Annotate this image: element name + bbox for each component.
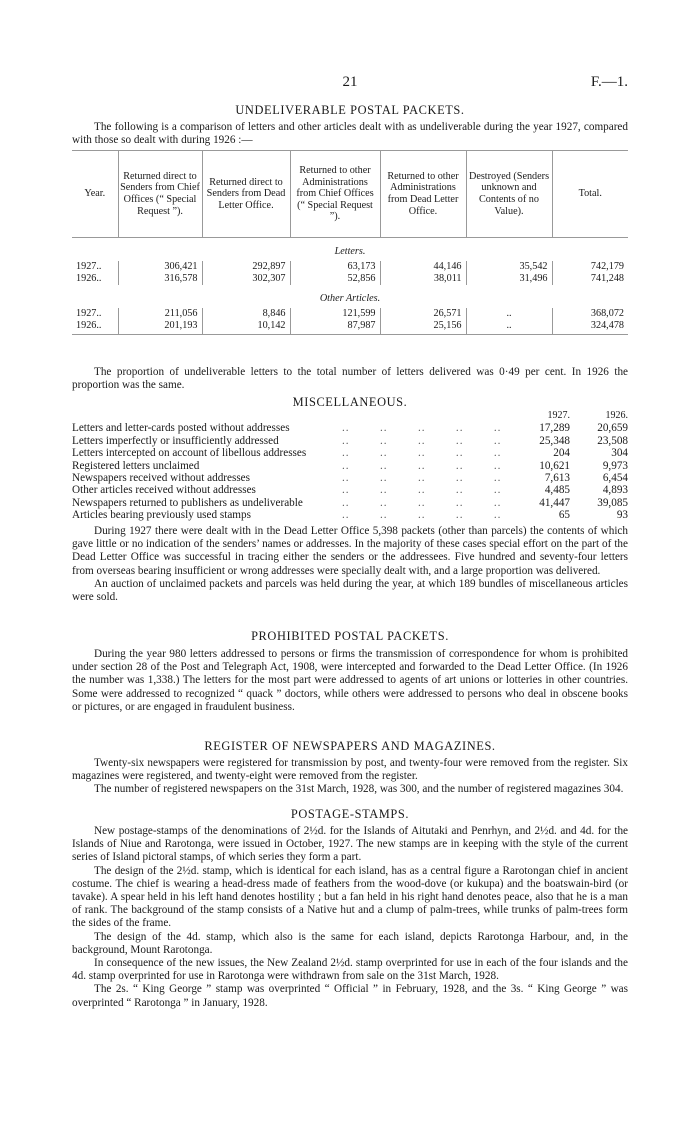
prohibited-paragraphs [72,648,628,714]
dot-leader: .. .. .. .. .. [342,434,502,447]
undeliverable-intro [72,121,628,147]
page-reference: F.—1. [590,74,628,90]
stamps-paragraph-3: The design of the 4d. stamp, which also is the same for each island, depicts Rarotonga Harbour, and, in the background, Mount Rarotonga. [72,930,628,956]
list-item [72,472,628,484]
table-subheading-row [72,285,628,305]
prohibited-title: PROHIBITED POSTAL PACKETS. [251,629,449,643]
table-cell: 8,846 [202,308,290,320]
table-row [72,320,628,335]
list-item [72,447,628,459]
stamps-title: POSTAGE-STAMPS. [290,807,410,821]
miscellaneous-title: MISCELLANEOUS. [292,395,408,409]
table-cell: 211,056 [118,308,202,320]
table-cell: .. [466,308,552,320]
list-item-1926: 93 [616,509,628,522]
proportion-note [72,366,628,392]
table-cell: 742,179 [590,261,624,273]
table-cell: 10,142 [202,320,290,335]
list-item [72,484,628,496]
table-cell: 201,193 [118,320,202,335]
stamps-paragraph-5: The 2s. “ King George ” stamp was overprinted “ Official ” in February, 1928, and the 3s. “ King George ” was overprinted “ Rarotonga ” in January, 1928. [72,983,628,1009]
list-item-label: Letters intercepted on account of libellous addresses [72,447,307,460]
list-item-1926: 9,973 [602,459,628,472]
table-cell: 44,146 [380,261,466,273]
proportion-note-text: The proportion of undeliverable letters to the total number of letters delivered was 0·49 per cent. In 1926 the proportion was the same. [72,366,628,392]
table-cell: 302,307 [202,273,290,285]
column-header: Total. [552,151,628,238]
list-item-1926: 20,659 [597,422,628,435]
page-header [0,76,700,96]
dot-leader: .. .. .. .. .. [342,484,502,497]
auction-paragraph: An auction of unclaimed packets and parcels was held during the year, at which 189 bundles of miscellaneous articles were sold. [72,577,628,604]
dead-letter-paragraph: During 1927 there were dealt with in the Dead Letter Office 5,398 packets (other than parcels) the contents of which gave little or no indication of the senders’ names or addresses. In the majority of these cases special effort on the part of the Dead Letter Office was successful in tracing either the senders or the addressees. Five hundred and seventy-four letters from overseas bearing insufficient or wrong addresses were specially dealt with, and a large proportion was delivered. [72,525,628,577]
table-cell: 741,248 [590,273,624,285]
column-header: Returned direct to Senders from Dead Letter Office. [202,151,290,238]
table-cell: 31,496 [466,273,552,285]
list-item-1927: 25,348 [539,434,570,447]
list-item [72,497,628,509]
table-cell: 324,478 [552,320,628,335]
dot-leader: .. .. .. .. .. [342,459,502,472]
list-item-1927: 204 [553,447,570,460]
table-row [72,273,628,285]
list-item-1927: 65 [558,509,570,522]
list-item-1926: 23,508 [597,434,628,447]
list-item [72,435,628,447]
table-cell: 316,578 [118,273,202,285]
list-item-label: Newspapers returned to publishers as undeliverable [72,496,303,509]
dot-leader: .. .. .. .. .. [342,509,502,522]
table-cell: 368,072 [590,308,624,320]
table-cell: 63,173 [290,261,380,273]
list-item-label: Articles bearing previously used stamps [72,509,251,522]
table-cell: 1926.. [72,273,118,285]
list-item-1927: 17,289 [539,422,570,435]
table-header-row [72,151,628,238]
stamps-paragraphs [72,825,628,1010]
miscellaneous-list [72,410,628,522]
table-row [72,308,628,320]
miscellaneous-paragraphs [72,525,628,604]
dot-leader: .. .. .. .. .. [342,422,502,435]
table-cell: 38,011 [380,273,466,285]
list-item-1927: 10,621 [539,459,570,472]
column-header: Returned to other Administrations from Chief Offices (“ Special Request ”). [290,151,380,238]
table-cell: .. [466,320,552,335]
dot-leader: .. .. .. .. .. [342,496,502,509]
miscellaneous-year-header [72,410,628,422]
table-cell: 52,856 [290,273,380,285]
column-header: Destroyed (Senders unknown and Contents of no Value). [466,151,552,238]
register-paragraph-1: Twenty-six newspapers were registered for transmission by post, and twenty-four were removed from the register. Six magazines were registered, and twenty-eight were removed from the register. [72,757,628,783]
list-item-1927: 7,613 [544,471,570,484]
list-item [72,460,628,472]
table-cell: 35,542 [466,261,552,273]
list-item-1927: 41,447 [539,496,570,509]
list-item-label: Letters imperfectly or insufficiently addressed [72,434,279,447]
letters-subheading: Letters. [334,246,366,258]
undeliverable-intro-text: The following is a comparison of letters and other articles dealt with as undeliverable during the year 1927, compared with those so dealt with during 1926 :— [72,121,628,147]
list-item-label: Letters and letter-cards posted without addresses [72,422,290,435]
table-cell: 25,156 [380,320,466,335]
table-cell: 306,421 [118,261,202,273]
year-1926-header: 1926. [605,410,628,421]
page-number: 21 [342,74,358,90]
list-item-1926: 304 [611,447,628,460]
undeliverable-title: UNDELIVERABLE POSTAL PACKETS. [235,103,465,117]
list-item-label: Registered letters unclaimed [72,459,200,472]
table-cell: 1927.. [72,261,118,273]
table-row [72,261,628,273]
list-item-label: Other articles received without addresses [72,484,256,497]
register-paragraphs [72,757,628,797]
table-cell: 87,987 [290,320,380,335]
column-header: Returned to other Administrations from Dead Letter Office. [380,151,466,238]
list-item [72,422,628,434]
table-cell: 1927.. [72,308,118,320]
undeliverable-table [72,150,628,335]
stamps-paragraph-1: New postage-stamps of the denominations of 2½d. for the Islands of Aitutaki and Penrhyn, and 2½d. and 4d. for the Islands of Niue and Rarotonga, were issued in October, 1927. The new stamps are in keeping with the style of the current series of Island pictoral stamps, of which series they form a part. [72,825,628,864]
column-header: Year. [72,151,118,238]
list-item-1926: 39,085 [597,496,628,509]
table-cell: 292,897 [202,261,290,273]
register-paragraph-2: The number of registered newspapers on the 31st March, 1928, was 300, and the number of registered magazines 304. [94,783,624,796]
stamps-paragraph-4: In consequence of the new issues, the New Zealand 2½d. stamp overprinted for use in each of the four islands and the 4d. stamp overprinted for use in Rarotonga were withdrawn from sale on the 31st March, 1928. [72,957,628,983]
column-header: Returned direct to Senders from Chief Offices (“ Special Request ”). [118,151,202,238]
list-item-1926: 4,893 [602,484,628,497]
dot-leader: .. .. .. .. .. [342,447,502,460]
dot-leader: .. .. .. .. .. [342,471,502,484]
list-item-1926: 6,454 [602,471,628,484]
table-cell: 121,599 [290,308,380,320]
other-articles-subheading: Other Articles. [319,293,381,305]
list-item-1927: 4,485 [544,484,570,497]
list-item-label: Newspapers received without addresses [72,471,251,484]
table-cell: 1926.. [72,320,118,335]
stamps-paragraph-2: The design of the 2½d. stamp, which is identical for each island, has as a central figure a Rarotongan chief in ancient costume. The chief is wearing a head-dress made of feathers from the wood-dove (or kukupa) and the boatswain-bird (or tavake). A spear held in his left hand denotes hostility ; but a fan held in his right hand denotes peace, also that he is a man of rank. The background of the stamp consists of a Native hut and a clump of palm-trees, while trunks of palm-trees form the sides of the frame. [72,864,628,930]
prohibited-paragraph: During the year 980 letters addressed to persons or firms the transmission of correspondence for whom is prohibited under section 28 of the Post and Telegraph Act, 1908, were intercepted and forwarded to the Dead Letter Office. (In 1926 the number was 1,338.) The letters for the most part were addressed to agents of art unions or lotteries in other countries. Some were addressed to recognized “ quack ” doctors, while others were addressed to persons who deal in obscene books or pictures, or are engaged in fraudulent business. [72,648,628,713]
list-item [72,509,628,521]
register-title: REGISTER OF NEWSPAPERS AND MAGAZINES. [204,739,496,753]
year-1927-header: 1927. [547,410,570,421]
table-cell: 26,571 [380,308,466,320]
table-subheading-row [72,238,628,259]
